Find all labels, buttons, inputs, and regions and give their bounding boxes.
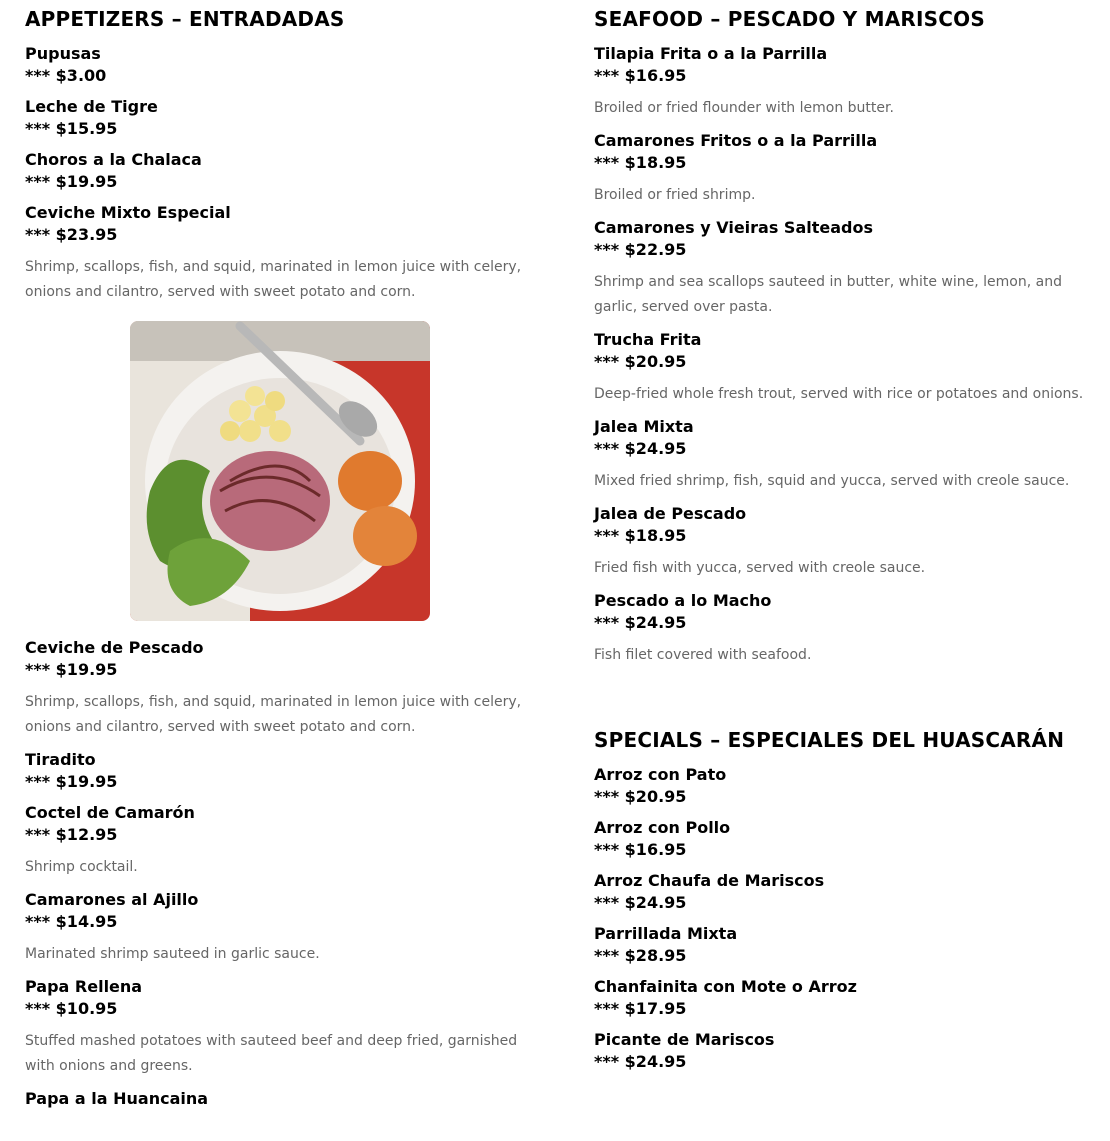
menu-item-price: *** $19.95	[25, 660, 118, 679]
menu-item-description: Shrimp, scallops, fish, and squid, marinated in lemon juice with celery, onions and cilantro, served with sweet potato and corn.	[25, 259, 522, 300]
menu-item-name: Leche de Tigre	[25, 97, 158, 116]
menu-item-price: *** $3.00	[25, 66, 107, 85]
menu-item	[594, 764, 1084, 808]
menu-item-description: Shrimp, scallops, fish, and squid, marinated in lemon juice with celery, onions and cilantro, served with sweet potato and corn.	[25, 694, 522, 735]
menu-item-description: Stuffed mashed potatoes with sauteed beef and deep fried, garnished with onions and greens.	[25, 1033, 518, 1074]
seafood-list	[594, 43, 1084, 668]
menu-item-name: Camarones y Vieiras Salteados	[594, 218, 873, 237]
appetizers-list-b	[25, 637, 535, 1110]
photo-wrap	[25, 321, 535, 621]
menu-item-name: Tiradito	[25, 750, 96, 769]
spacer	[594, 677, 1084, 721]
menu-item-price: *** $20.95	[594, 787, 687, 806]
menu-item	[594, 130, 1084, 208]
menu-item	[25, 96, 535, 140]
ceviche-photo	[130, 321, 430, 621]
menu-item	[594, 923, 1084, 967]
menu-item	[25, 149, 535, 193]
menu-item-name: Jalea de Pescado	[594, 504, 747, 523]
menu-item	[25, 637, 535, 740]
menu-item-description: Broiled or fried shrimp.	[594, 187, 756, 203]
menu-item-name: Chanfainita con Mote o Arroz	[594, 977, 857, 996]
menu-item	[25, 202, 535, 305]
menu-item-name: Picante de Mariscos	[594, 1030, 775, 1049]
menu-item	[25, 976, 535, 1079]
menu-item-price: *** $14.95	[25, 912, 118, 931]
menu-item-price: *** $20.95	[594, 352, 687, 371]
menu-item	[594, 590, 1084, 668]
menu-item-description: Fish filet covered with seafood.	[594, 647, 812, 663]
menu-item	[594, 817, 1084, 861]
menu-item-name: Papa a la Huancaina	[25, 1089, 209, 1108]
seafood-title: SEAFOOD – PESCADO Y MARISCOS	[594, 7, 985, 31]
appetizers-list-a	[25, 43, 535, 305]
menu-item-price: *** $18.95	[594, 153, 687, 172]
menu-item	[594, 976, 1084, 1020]
menu-item-name: Arroz con Pollo	[594, 818, 731, 837]
appetizers-column	[25, 0, 535, 1119]
menu-item-price: *** $23.95	[25, 225, 118, 244]
menu-item	[594, 329, 1084, 407]
menu-item-description: Shrimp and sea scallops sauteed in butter, white wine, lemon, and garlic, served over pasta.	[594, 274, 1062, 315]
menu-item-price: *** $24.95	[594, 613, 687, 632]
appetizers-title: APPETIZERS – ENTRADADAS	[25, 7, 345, 31]
menu-item-price: *** $22.95	[594, 240, 687, 259]
specials-title: SPECIALS – ESPECIALES DEL HUASCARÁN	[594, 728, 1065, 752]
menu-item	[25, 802, 535, 880]
menu-item	[594, 416, 1084, 494]
menu-item-price: *** $28.95	[594, 946, 687, 965]
menu-item	[594, 870, 1084, 914]
menu-item	[594, 503, 1084, 581]
menu-item-price: *** $10.95	[25, 999, 118, 1018]
menu-item-price: *** $12.95	[25, 825, 118, 844]
menu-item-description: Mixed fried shrimp, fish, squid and yucca, served with creole sauce.	[594, 473, 1070, 489]
menu-item-name: Jalea Mixta	[594, 417, 694, 436]
menu-item-name: Arroz con Pato	[594, 765, 727, 784]
menu-item-price: *** $24.95	[594, 439, 687, 458]
menu-item-price: *** $16.95	[594, 840, 687, 859]
menu-item-price: *** $18.95	[594, 526, 687, 545]
menu-item-name: Pupusas	[25, 44, 101, 63]
menu-item	[594, 217, 1084, 320]
menu-item-name: Parrillada Mixta	[594, 924, 738, 943]
menu-item-price: *** $24.95	[594, 893, 687, 912]
menu-item-description: Fried fish with yucca, served with creole sauce.	[594, 560, 926, 576]
menu-item-name: Coctel de Camarón	[25, 803, 195, 822]
menu-item-price: *** $16.95	[594, 66, 687, 85]
menu-item	[25, 1088, 535, 1110]
menu-item-name: Camarones Fritos o a la Parrilla	[594, 131, 878, 150]
menu-item-name: Arroz Chaufa de Mariscos	[594, 871, 825, 890]
menu-item-price: *** $19.95	[25, 172, 118, 191]
specials-list	[594, 764, 1084, 1073]
menu-item-description: Shrimp cocktail.	[25, 859, 138, 875]
menu-item	[25, 749, 535, 793]
menu-item-description: Deep-fried whole fresh trout, served with rice or potatoes and onions.	[594, 386, 1084, 402]
menu-item-description: Broiled or fried flounder with lemon butter.	[594, 100, 894, 116]
menu-item-name: Ceviche Mixto Especial	[25, 203, 231, 222]
menu-item-price: *** $17.95	[594, 999, 687, 1018]
menu-item	[25, 889, 535, 967]
menu-item-name: Pescado a lo Macho	[594, 591, 772, 610]
menu-item-price: *** $19.95	[25, 772, 118, 791]
menu-item-price: *** $24.95	[594, 1052, 687, 1071]
menu-item-name: Papa Rellena	[25, 977, 143, 996]
menu-item-price: *** $15.95	[25, 119, 118, 138]
menu-item-description: Marinated shrimp sauteed in garlic sauce.	[25, 946, 320, 962]
menu-item	[25, 43, 535, 87]
seafood-specials-column	[594, 0, 1084, 1082]
menu-item	[594, 1029, 1084, 1073]
menu-item-name: Camarones al Ajillo	[25, 890, 199, 909]
menu-item-name: Choros a la Chalaca	[25, 150, 202, 169]
menu-item-name: Tilapia Frita o a la Parrilla	[594, 44, 828, 63]
menu-item-name: Trucha Frita	[594, 330, 702, 349]
menu-item	[594, 43, 1084, 121]
menu-item-name: Ceviche de Pescado	[25, 638, 204, 657]
